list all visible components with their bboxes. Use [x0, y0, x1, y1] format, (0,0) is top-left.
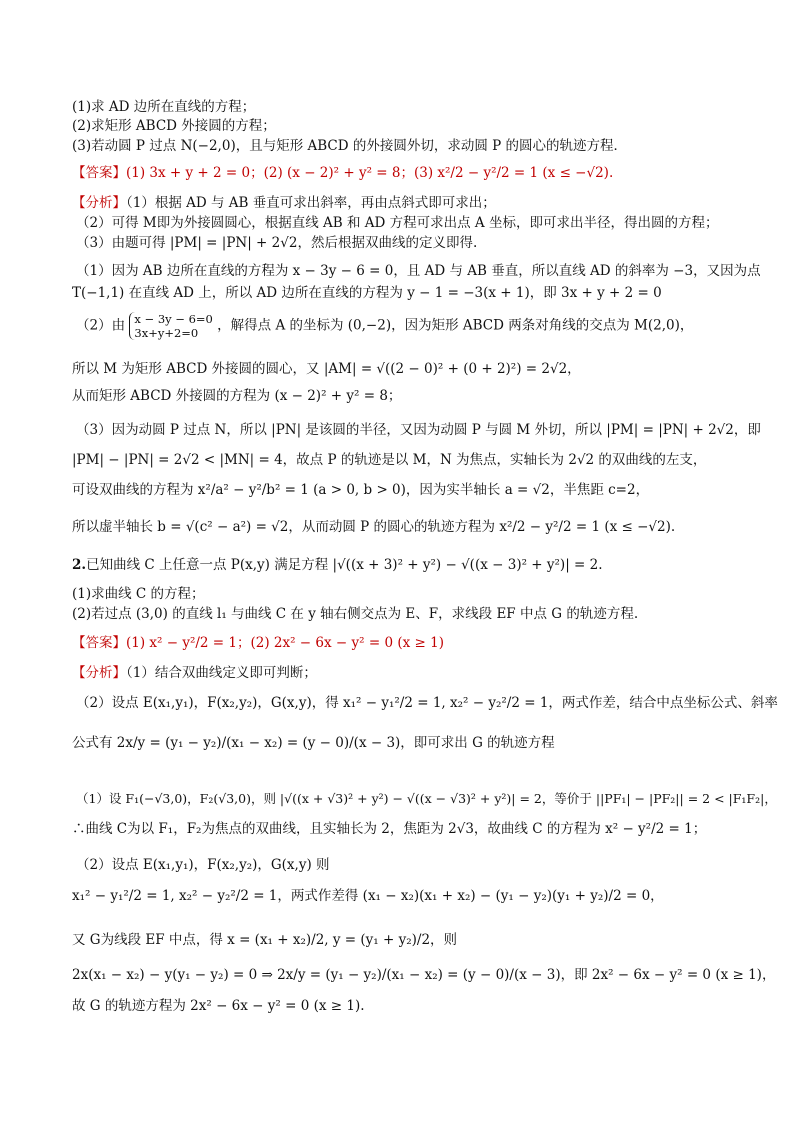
answer-tag: 【答案】: [72, 165, 126, 181]
p2-sol-4: x₁² − y₁²/2 = 1, x₂² − y₂²/2 = 1，两式作差得 (x₁ − x₂)(x₁ + x₂) − (y₁ − y₂)(y₁ + y₂)/2 = 0，: [72, 888, 664, 904]
system-eq-1: x − 3y − 6=0: [134, 312, 213, 326]
p1-answer: [72, 164, 613, 182]
p1-sol-9: 所以虚半轴长 b = √(c² − a²) = √2，从而动圆 P 的圆心的轨迹方程为 x²/2 − y²/2 = 1 (x ≤ −√2).: [72, 519, 676, 535]
p2-stem-text: 已知曲线 C 上任意一点 P(x,y) 满足方程 |√((x + 3)² + y²) − √((x − 3)² + y²)| = 2.: [86, 557, 603, 573]
p2-analysis-1: [72, 664, 317, 682]
analysis-tag: 【分析】: [72, 195, 126, 211]
p2-answer: [72, 634, 444, 652]
p1-sol-1: （1）因为 AB 边所在直线的方程为 x − 3y − 6 = 0，且 AD 与 AB 垂直，所以直线 AD 的斜率为 −3，又因为点: [76, 263, 761, 279]
p1-analysis-3: （3）由题可得 |PM| = |PN| + 2√2，然后根据双曲线的定义即得.: [76, 235, 478, 251]
p1-q3: (3)若动圆 P 过点 N(−2,0)，且与矩形 ABCD 的外接圆外切，求动圆 P 的圆心的轨迹方程．: [72, 138, 628, 154]
p2-q1: (1)求曲线 C 的方程；: [72, 586, 205, 602]
p2-stem: [72, 556, 603, 574]
p1-analysis-2: （2）可得 M即为外接圆圆心，根据直线 AB 和 AD 方程可求出点 A 坐标，即可求出半径，得出圆的方程；: [76, 215, 719, 231]
problem-number: 2.: [72, 557, 87, 573]
p1-analysis-1: [72, 194, 496, 212]
analysis-tag: 【分析】: [72, 665, 126, 681]
p2-analysis-2: （2）设点 E(x₁,y₁)，F(x₂,y₂)，G(x,y)，得 x₁² − y₁²/2 = 1, x₂² − y₂²/2 = 1，两式作差，结合中点坐标公式、斜率: [76, 695, 778, 711]
p1-sol-3: [76, 312, 693, 340]
p1-sol-7: |PM| − |PN| = 2√2 < |MN| = 4，故点 P 的轨迹是以 M，N 为焦点，实轴长为 2√2 的双曲线的左支，: [72, 452, 707, 468]
system-eq-2: 3x+y+2=0: [134, 326, 199, 340]
p1-sol-5: 从而矩形 ABCD 外接圆的方程为 (x − 2)² + y² = 8；: [72, 388, 402, 404]
p1-sol-6: （3）因为动圆 P 过点 N，所以 |PN| 是该圆的半径，又因为动圆 P 与圆 M 外切，所以 |PM| = |PN| + 2√2，即: [76, 422, 761, 438]
answer-text: (1) 3x + y + 2 = 0；(2) (x − 2)² + y² = 8；(3) x²/2 − y²/2 = 1 (x ≤ −√2).: [126, 165, 614, 181]
p2-sol-3: （2）设点 E(x₁,y₁)，F(x₂,y₂)，G(x,y) 则: [76, 857, 330, 873]
answer-text: (1) x² − y²/2 = 1；(2) 2x² − 6x − y² = 0 (x ≥ 1): [126, 635, 444, 651]
p2-sol-1: （1）设 F₁(−√3,0)，F₂(√3,0)，则 |√((x + √3)² + y²) − √((x − √3)² + y²)| = 2，等价于 ||PF₁| − |PF₂|| = 2 < |F₁F₂|，: [76, 791, 777, 806]
p1-q1: (1)求 AD 边所在直线的方程；: [72, 99, 256, 115]
p1-sol-8: 可设双曲线的方程为 x²/a² − y²/b² = 1 (a > 0, b > 0)，因为实半轴长 a = √2，半焦距 c=2，: [72, 482, 650, 498]
analysis-text: （1）结合双曲线定义即可判断；: [126, 665, 317, 681]
equation-system: [129, 312, 212, 340]
analysis-text: （1）根据 AD 与 AB 垂直可求出斜率，再由点斜式即可求出；: [126, 195, 496, 211]
p2-analysis-3: 公式有 2x/y = (y₁ − y₂)/(x₁ − x₂) = (y − 0)/(x − 3)，即可求出 G 的轨迹方程: [72, 735, 555, 751]
p2-q2: (2)若过点 (3,0) 的直线 l₁ 与曲线 C 在 y 轴右侧交点为 E、F，求线段 EF 中点 G 的轨迹方程.: [72, 606, 639, 622]
sol3-pre: （2）由: [76, 317, 126, 334]
p1-sol-4: 所以 M 为矩形 ABCD 外接圆的圆心，又 |AM| = √((2 − 0)² + (0 + 2)²) = 2√2，: [72, 361, 581, 377]
sol3-post: ，解得点 A 的坐标为 (0,−2)，因为矩形 ABCD 两条对角线的交点为 M(2,0)，: [217, 317, 694, 334]
p1-q2: (2)求矩形 ABCD 外接圆的方程；: [72, 118, 276, 134]
p2-sol-6: 2x(x₁ − x₂) − y(y₁ − y₂) = 0 ⇒ 2x/y = (y₁ − y₂)/(x₁ − x₂) = (y − 0)/(x − 3)，即 2x² − 6x − y² = 0 (x ≥ 1)，: [72, 967, 776, 983]
answer-tag: 【答案】: [72, 635, 126, 651]
p2-sol-7: 故 G 的轨迹方程为 2x² − 6x − y² = 0 (x ≥ 1).: [72, 998, 365, 1014]
p2-sol-2: ∴曲线 C为以 F₁，F₂为焦点的双曲线，且实轴长为 2，焦距为 2√3，故曲线 C 的方程为 x² − y²/2 = 1；: [72, 821, 707, 837]
p1-sol-2: T(−1,1) 在直线 AD 上，所以 AD 边所在直线的方程为 y − 1 = −3(x + 1)，即 3x + y + 2 = 0: [72, 285, 662, 301]
p2-sol-5: 又 G为线段 EF 中点，得 x = (x₁ + x₂)/2, y = (y₁ + y₂)/2，则: [72, 932, 458, 948]
